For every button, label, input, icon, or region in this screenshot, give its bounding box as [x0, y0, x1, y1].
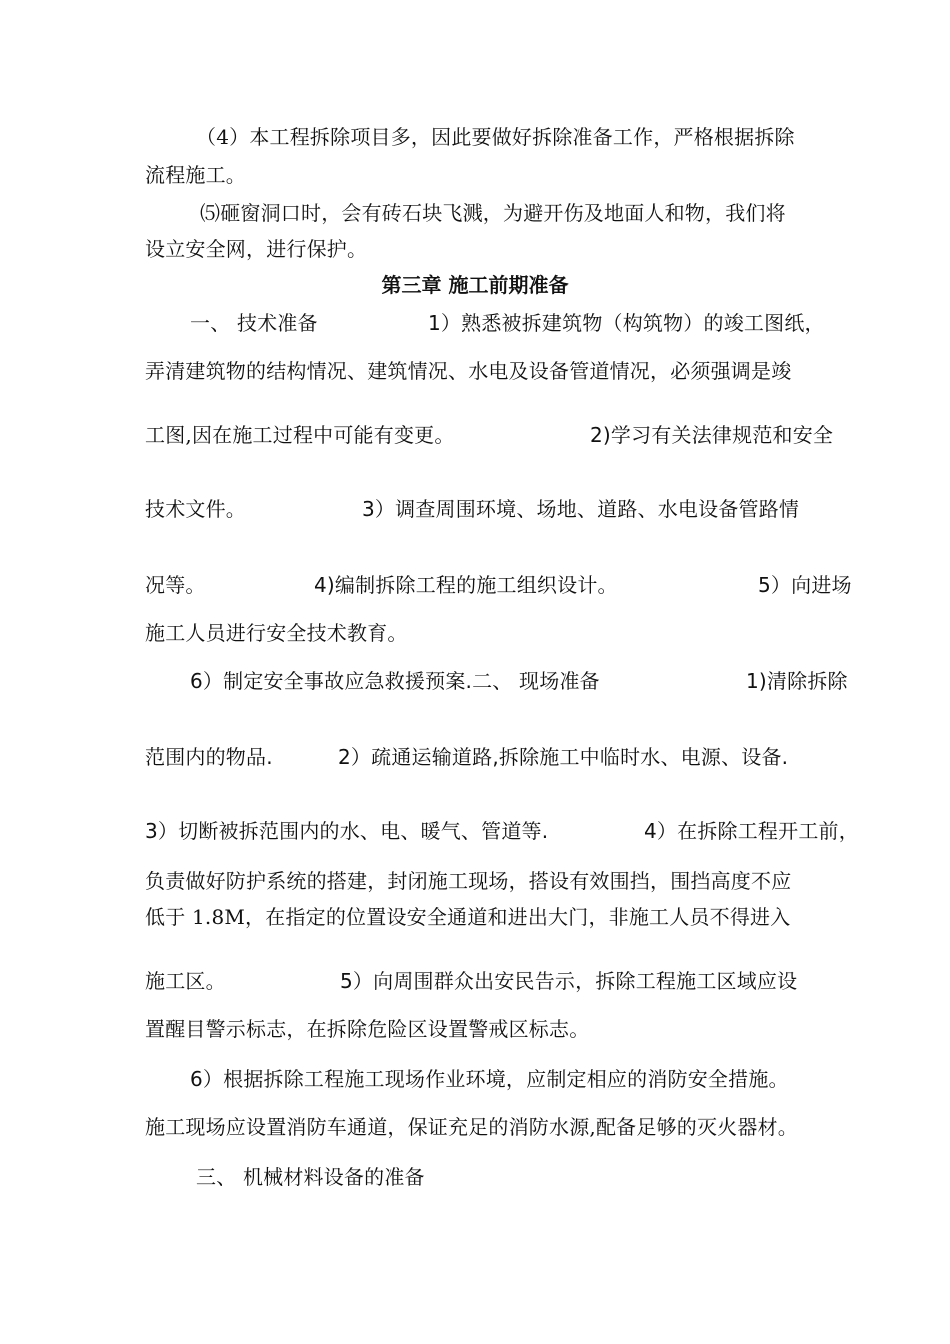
tech-item-1-part-a: 1）熟悉被拆建筑物（构筑物）的竣工图纸，: [428, 311, 825, 335]
site-item-1-part-a: 1)清除拆除: [746, 669, 848, 693]
machinery-prep-heading: 三、 机械材料设备的准备: [196, 1165, 425, 1189]
paragraph-4-line-2: 流程施工。: [145, 163, 246, 187]
site-item-2: 2）疏通运输道路,拆除施工中临时水、电源、设备.: [338, 745, 789, 769]
tech-item-5-part-a: 5）向进场: [758, 573, 852, 597]
site-item-5-part-b: 置醒目警示标志，在拆除危险区设置警戒区标志。: [145, 1017, 590, 1041]
tech-item-1-part-c: 工图,因在施工过程中可能有变更。: [145, 423, 455, 447]
site-item-4-part-b: 负责做好防护系统的搭建，封闭施工现场，搭设有效围挡，围挡高度不应: [145, 869, 792, 893]
site-item-3: 3）切断被拆范围内的水、电、暖气、管道等.: [145, 819, 549, 843]
site-item-6-part-b: 施工现场应设置消防车通道，保证充足的消防水源,配备足够的灭火器材。: [145, 1115, 798, 1139]
site-item-4-part-c: 低于 1.8M，在指定的位置设安全通道和进出大门，非施工人员不得进入: [145, 905, 791, 929]
tech-item-3-part-b: 况等。: [145, 573, 206, 597]
site-item-4-part-a: 4）在拆除工程开工前，: [644, 819, 859, 843]
chapter-title: 第三章 施工前期准备: [381, 273, 569, 297]
tech-item-6: 6）制定安全事故应急救援预案.二、 现场准备: [190, 669, 600, 693]
tech-item-1-part-b: 弄清建筑物的结构情况、建筑情况、水电及设备管道情况，必须强调是竣: [145, 359, 792, 383]
tech-item-3-part-a: 3）调查周围环境、场地、道路、水电设备管路情: [362, 497, 800, 521]
tech-prep-heading: 一、 技术准备: [190, 311, 318, 335]
site-item-6-part-a: 6）根据拆除工程施工现场作业环境，应制定相应的消防安全措施。: [190, 1067, 789, 1091]
tech-item-5-part-b: 施工人员进行安全技术教育。: [145, 621, 408, 645]
site-item-1-part-b: 范围内的物品.: [145, 745, 273, 769]
site-item-4-part-d: 施工区。: [145, 969, 226, 993]
paragraph-4-line-1: （4）本工程拆除项目多，因此要做好拆除准备工作，严格根据拆除: [196, 125, 795, 149]
tech-item-4: 4)编制拆除工程的施工组织设计。: [314, 573, 618, 597]
paragraph-5-line-2: 设立安全网，进行保护。: [145, 237, 368, 261]
paragraph-5-line-1: ⑸砸窗洞口时，会有砖石块飞溅，为避开伤及地面人和物，我们将: [200, 201, 786, 225]
tech-item-2-part-a: 2)学习有关法律规范和安全: [590, 423, 834, 447]
tech-item-2-part-b: 技术文件。: [145, 497, 246, 521]
site-item-5-part-a: 5）向周围群众出安民告示，拆除工程施工区域应设: [340, 969, 798, 993]
